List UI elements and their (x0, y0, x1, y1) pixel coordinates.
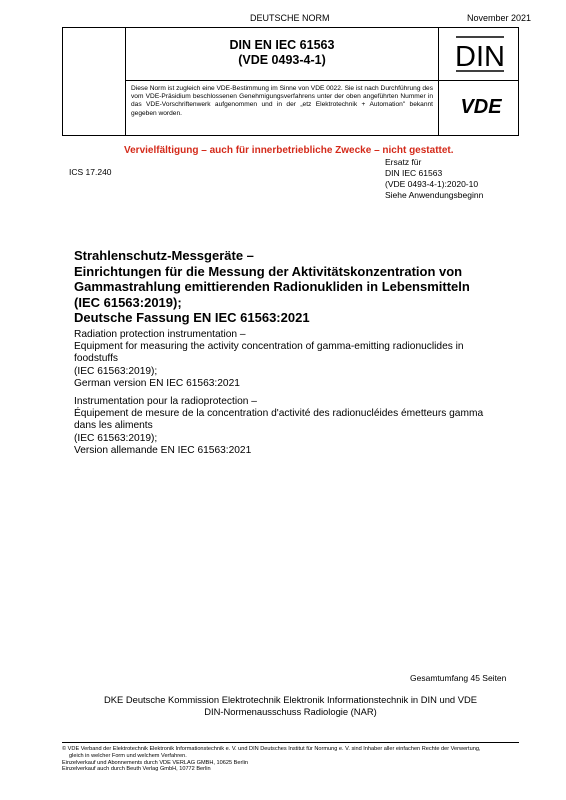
committee-line-1: DKE Deutsche Kommission Elektrotechnik Elektronik Informationstechnik in DIN und VDE (103, 694, 478, 705)
copy-restriction-notice: Vervielfältigung – auch für innerbetriebliche Zwecke – nicht gestattet. (124, 145, 454, 156)
footer-line-1: © VDE Verband der Elektrotechnik Elektronik Informationstechnik e. V. und DIN Deutsches Institut für Normung e. V. sind Inhaber aller einfachen Rechte der Verwertung, (62, 746, 481, 752)
title-english-line-3: foodstuffs (74, 353, 118, 365)
replacement-line-2: DIN IEC 61563 (385, 168, 443, 178)
title-french-line-5: Version allemande EN IEC 61563:2021 (74, 444, 252, 456)
title-english-line-2: Equipment for measuring the activity concentration of gamma-emitting radionuclides in (74, 341, 464, 353)
replacement-line-3: (VDE 0493-4-1):2020-10 (385, 179, 479, 189)
title-french-line-1: Instrumentation pour la radioprotection – (74, 396, 257, 407)
standard-number (126, 38, 438, 68)
committee-line-2: DIN-Normenausschuss Radiologie (NAR) (204, 706, 377, 717)
standard-number-title: DIN EN IEC 61563 (229, 38, 335, 52)
vde-logo (450, 96, 512, 116)
din-logo (455, 35, 505, 73)
title-german-line-2: Einrichtungen für die Messung der Aktivitätskonzentration von (74, 263, 463, 279)
replacement-line-1: Ersatz für (385, 157, 422, 167)
title-english (74, 329, 534, 390)
publication-date: November 2021 (467, 13, 532, 23)
ics-code: ICS 17.240 (69, 167, 112, 177)
replacement-line-4: Siehe Anwendungsbeginn (385, 190, 484, 200)
title-french-line-4: (IEC 61563:2019); (74, 432, 158, 444)
header-divider-right (438, 27, 439, 136)
title-english-line-5: German version EN IEC 61563:2021 (74, 377, 240, 389)
title-english-line-1: Radiation protection instrumentation – (74, 329, 246, 340)
page-count: Gesamtumfang 45 Seiten (410, 673, 507, 683)
title-french (74, 396, 544, 457)
footer-line-4: Einzelverkauf auch durch Beuth Verlag GmbH, 10772 Berlin (62, 766, 211, 773)
title-german (74, 248, 534, 326)
din-logo-graphic (455, 35, 505, 73)
footer-line-2: gleich in welcher Form und welchem Verfahren. (69, 752, 187, 759)
norm-type-label: DEUTSCHE NORM (250, 13, 330, 23)
committee-info (62, 694, 519, 718)
title-german-line-3: Gammastrahlung emittierenden Radionukliden in Lebensmitteln (74, 279, 470, 294)
din-logo-text: DIN (455, 41, 505, 73)
replacement-info (385, 157, 483, 201)
footer-line-3: Einzelverkauf und Abonnements durch VDE VERLAG GMBH, 10625 Berlin (62, 759, 248, 766)
title-german-line-5: Deutsche Fassung EN IEC 61563:2021 (74, 310, 310, 325)
title-french-line-3: dans les aliments (74, 420, 153, 432)
title-german-line-1: Strahlenschutz-Messgeräte – (74, 248, 254, 263)
copyright-footer (62, 746, 542, 773)
vde-note: Diese Norm ist zugleich eine VDE-Bestimmung im Sinne von VDE 0022. Sie ist nach Durchführung des vom VDE-Präsidium beschlossenen Genehmigungsverfahrens unter der oben angeführten Nummer in das VDE-Vorschriftenwerk aufgenommen und in der „etz Elektrotechnik + Automation" bekannt gegeben worden. (131, 85, 433, 117)
title-english-line-4: (IEC 61563:2019); (74, 365, 158, 377)
vde-logo-text: VDE (460, 96, 502, 116)
header-divider-middle (125, 80, 519, 81)
title-german-line-4: (IEC 61563:2019); (74, 294, 182, 310)
vde-classification: (VDE 0493-4-1) (238, 53, 326, 67)
footer-separator (62, 742, 519, 743)
vde-logo-graphic (450, 96, 512, 116)
title-french-line-2: Équipement de mesure de la concentration d'activité des radionucléides émetteurs gamma (74, 408, 484, 420)
